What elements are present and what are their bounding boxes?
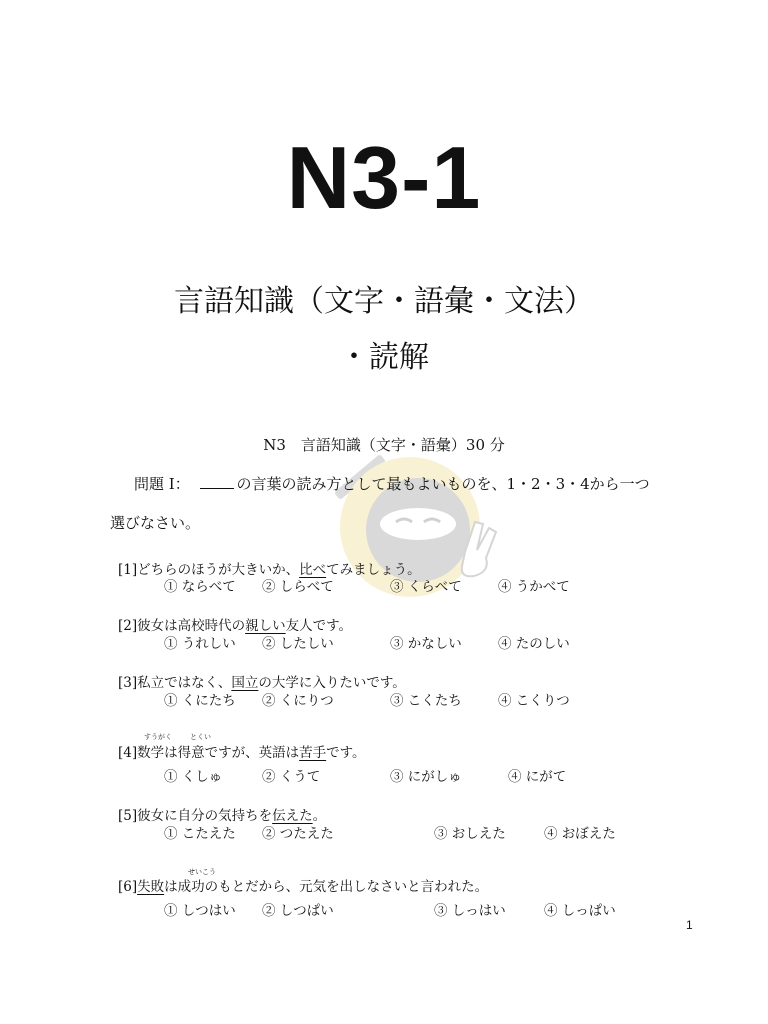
q4-option-2[interactable]: ② くうて [262, 769, 321, 785]
q6-option-3[interactable]: ③ しっはい [434, 903, 506, 919]
q3-option-3[interactable]: ③ こくたち [390, 693, 462, 709]
question-3: [3]私立ではなく、国立の大学に入りたいです。 [118, 675, 406, 691]
q3-option-1[interactable]: ① くにたち [164, 693, 236, 709]
q4-option-1[interactable]: ① くしゅ [164, 769, 223, 785]
q5-option-2[interactable]: ② つたえた [262, 826, 334, 842]
q2-option-3[interactable]: ③ かなしい [390, 636, 462, 652]
question-4: [4]数学は得意ですが、英語は苦手です。 [118, 745, 366, 761]
q1-option-4[interactable]: ④ うかべて [498, 579, 570, 595]
blank-underline [200, 474, 234, 489]
q1-option-2[interactable]: ② しらべて [262, 579, 334, 595]
subtitle-line-1: 言語知識（文字・語彙・文法） [174, 284, 594, 319]
question-6: [6]失敗は成功のもとだから、元気を出しなさいと言われた。 [118, 879, 489, 895]
q2-option-4[interactable]: ④ たのしい [498, 636, 570, 652]
q4-option-3[interactable]: ③ にがしゅ [390, 769, 462, 785]
q6-option-1[interactable]: ① しつはい [164, 903, 236, 919]
q1-option-3[interactable]: ③ くらべて [390, 579, 462, 595]
q3-option-4[interactable]: ④ こくりつ [498, 693, 570, 709]
q2-option-1[interactable]: ① うれしい [164, 636, 236, 652]
instruction-label: 問題 I： [134, 475, 190, 493]
q6-ruby-1: せいこう [188, 868, 216, 876]
question-5: [5]彼女に自分の気持ちを伝えた。 [118, 808, 327, 824]
page-number: 1 [686, 918, 693, 932]
section-header: N3 言語知識（文字・語彙）30 分 [263, 436, 505, 454]
instruction-line-2: 選びなさい。 [110, 514, 201, 532]
q2-option-2[interactable]: ② したしい [262, 636, 334, 652]
q4-option-4[interactable]: ④ にがて [508, 769, 567, 785]
q4-ruby-1: すうがく [144, 733, 172, 741]
q5-option-1[interactable]: ① こたえた [164, 826, 236, 842]
q6-option-2[interactable]: ② しつぱい [262, 903, 334, 919]
q5-option-3[interactable]: ③ おしえた [434, 826, 506, 842]
q5-option-4[interactable]: ④ おぼえた [544, 826, 616, 842]
question-2: [2]彼女は高校時代の親しい友人です。 [118, 618, 353, 634]
page-title: N3-1 [286, 128, 482, 227]
q4-ruby-2: とくい [190, 733, 211, 741]
q6-option-4[interactable]: ④ しっぱい [544, 903, 616, 919]
instruction-line-1 [134, 473, 650, 495]
subtitle-line-2: ・読解 [339, 340, 429, 375]
question-1: [1]どちらのほうが大きいか、比べてみましょう。 [118, 562, 421, 578]
instruction-text: の言葉の読み方として最もよいものを、1・2・3・4から一つ [236, 475, 650, 493]
q3-option-2[interactable]: ② くにりつ [262, 693, 334, 709]
q1-option-1[interactable]: ① ならべて [164, 579, 236, 595]
